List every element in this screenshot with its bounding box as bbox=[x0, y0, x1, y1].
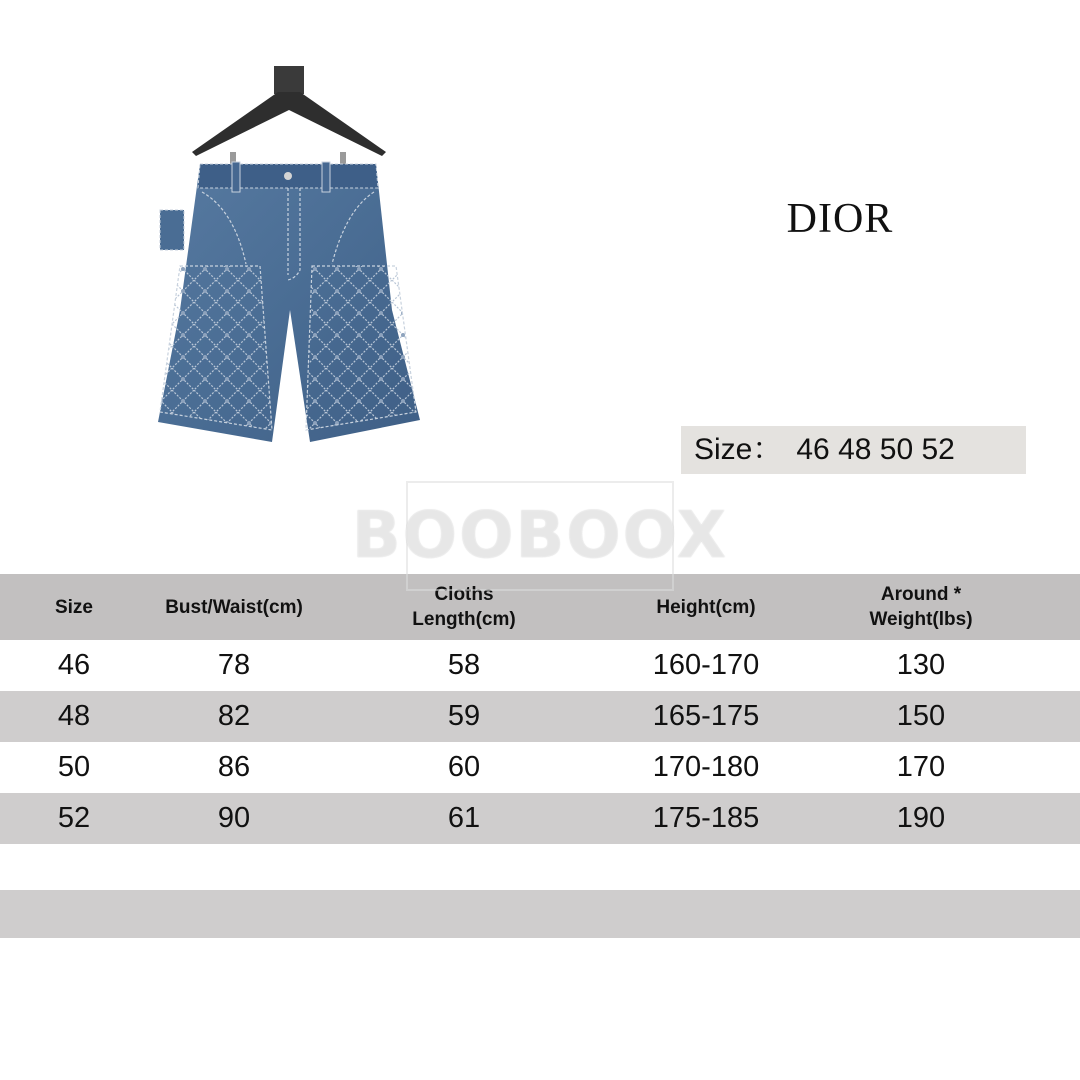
cell-height: 165-175 bbox=[652, 700, 760, 732]
cell-length: 58 bbox=[447, 649, 481, 681]
cell-bust-waist: 86 bbox=[217, 751, 251, 783]
cell-weight: 130 bbox=[896, 649, 946, 681]
cell-size: 48 bbox=[57, 700, 91, 732]
brand-logo: DIOR bbox=[786, 196, 894, 242]
table-row bbox=[0, 640, 1080, 691]
cell-height: 170-180 bbox=[652, 751, 760, 783]
cell-size: 50 bbox=[57, 751, 91, 783]
cell-bust-waist: 78 bbox=[217, 649, 251, 681]
footer-bar bbox=[0, 890, 1080, 938]
cell-size: 46 bbox=[57, 649, 91, 681]
denim-shorts-image bbox=[150, 60, 430, 450]
hanger-icon bbox=[192, 66, 386, 176]
cell-bust-waist: 90 bbox=[217, 802, 251, 834]
cell-weight: 170 bbox=[896, 751, 946, 783]
cell-length: 60 bbox=[447, 751, 481, 783]
cell-length: 61 bbox=[447, 802, 481, 834]
header-cloths-length: Cloths Length(cm) bbox=[412, 584, 516, 630]
table-row bbox=[0, 742, 1080, 793]
cell-height: 160-170 bbox=[652, 649, 760, 681]
watermark: BOOBOOX bbox=[406, 481, 674, 591]
size-chart bbox=[0, 574, 1080, 844]
table-row bbox=[0, 793, 1080, 844]
header-weight: Around * Weight(lbs) bbox=[869, 584, 973, 630]
table-row bbox=[0, 691, 1080, 742]
size-chart-header bbox=[0, 574, 1080, 640]
cell-weight: 190 bbox=[896, 802, 946, 834]
header-size: Size bbox=[54, 596, 94, 618]
cell-length: 59 bbox=[447, 700, 481, 732]
cell-height: 175-185 bbox=[652, 802, 760, 834]
product-image bbox=[150, 60, 430, 450]
header-bust-waist: Bust/Waist(cm) bbox=[165, 596, 303, 618]
cell-weight: 150 bbox=[896, 700, 946, 732]
cell-size: 52 bbox=[57, 802, 91, 834]
sizes-label: Size： bbox=[694, 433, 783, 466]
sizes-value: 46 48 50 52 bbox=[796, 433, 955, 466]
available-sizes bbox=[681, 426, 1026, 474]
cell-bust-waist: 82 bbox=[217, 700, 251, 732]
header-height: Height(cm) bbox=[656, 596, 756, 618]
